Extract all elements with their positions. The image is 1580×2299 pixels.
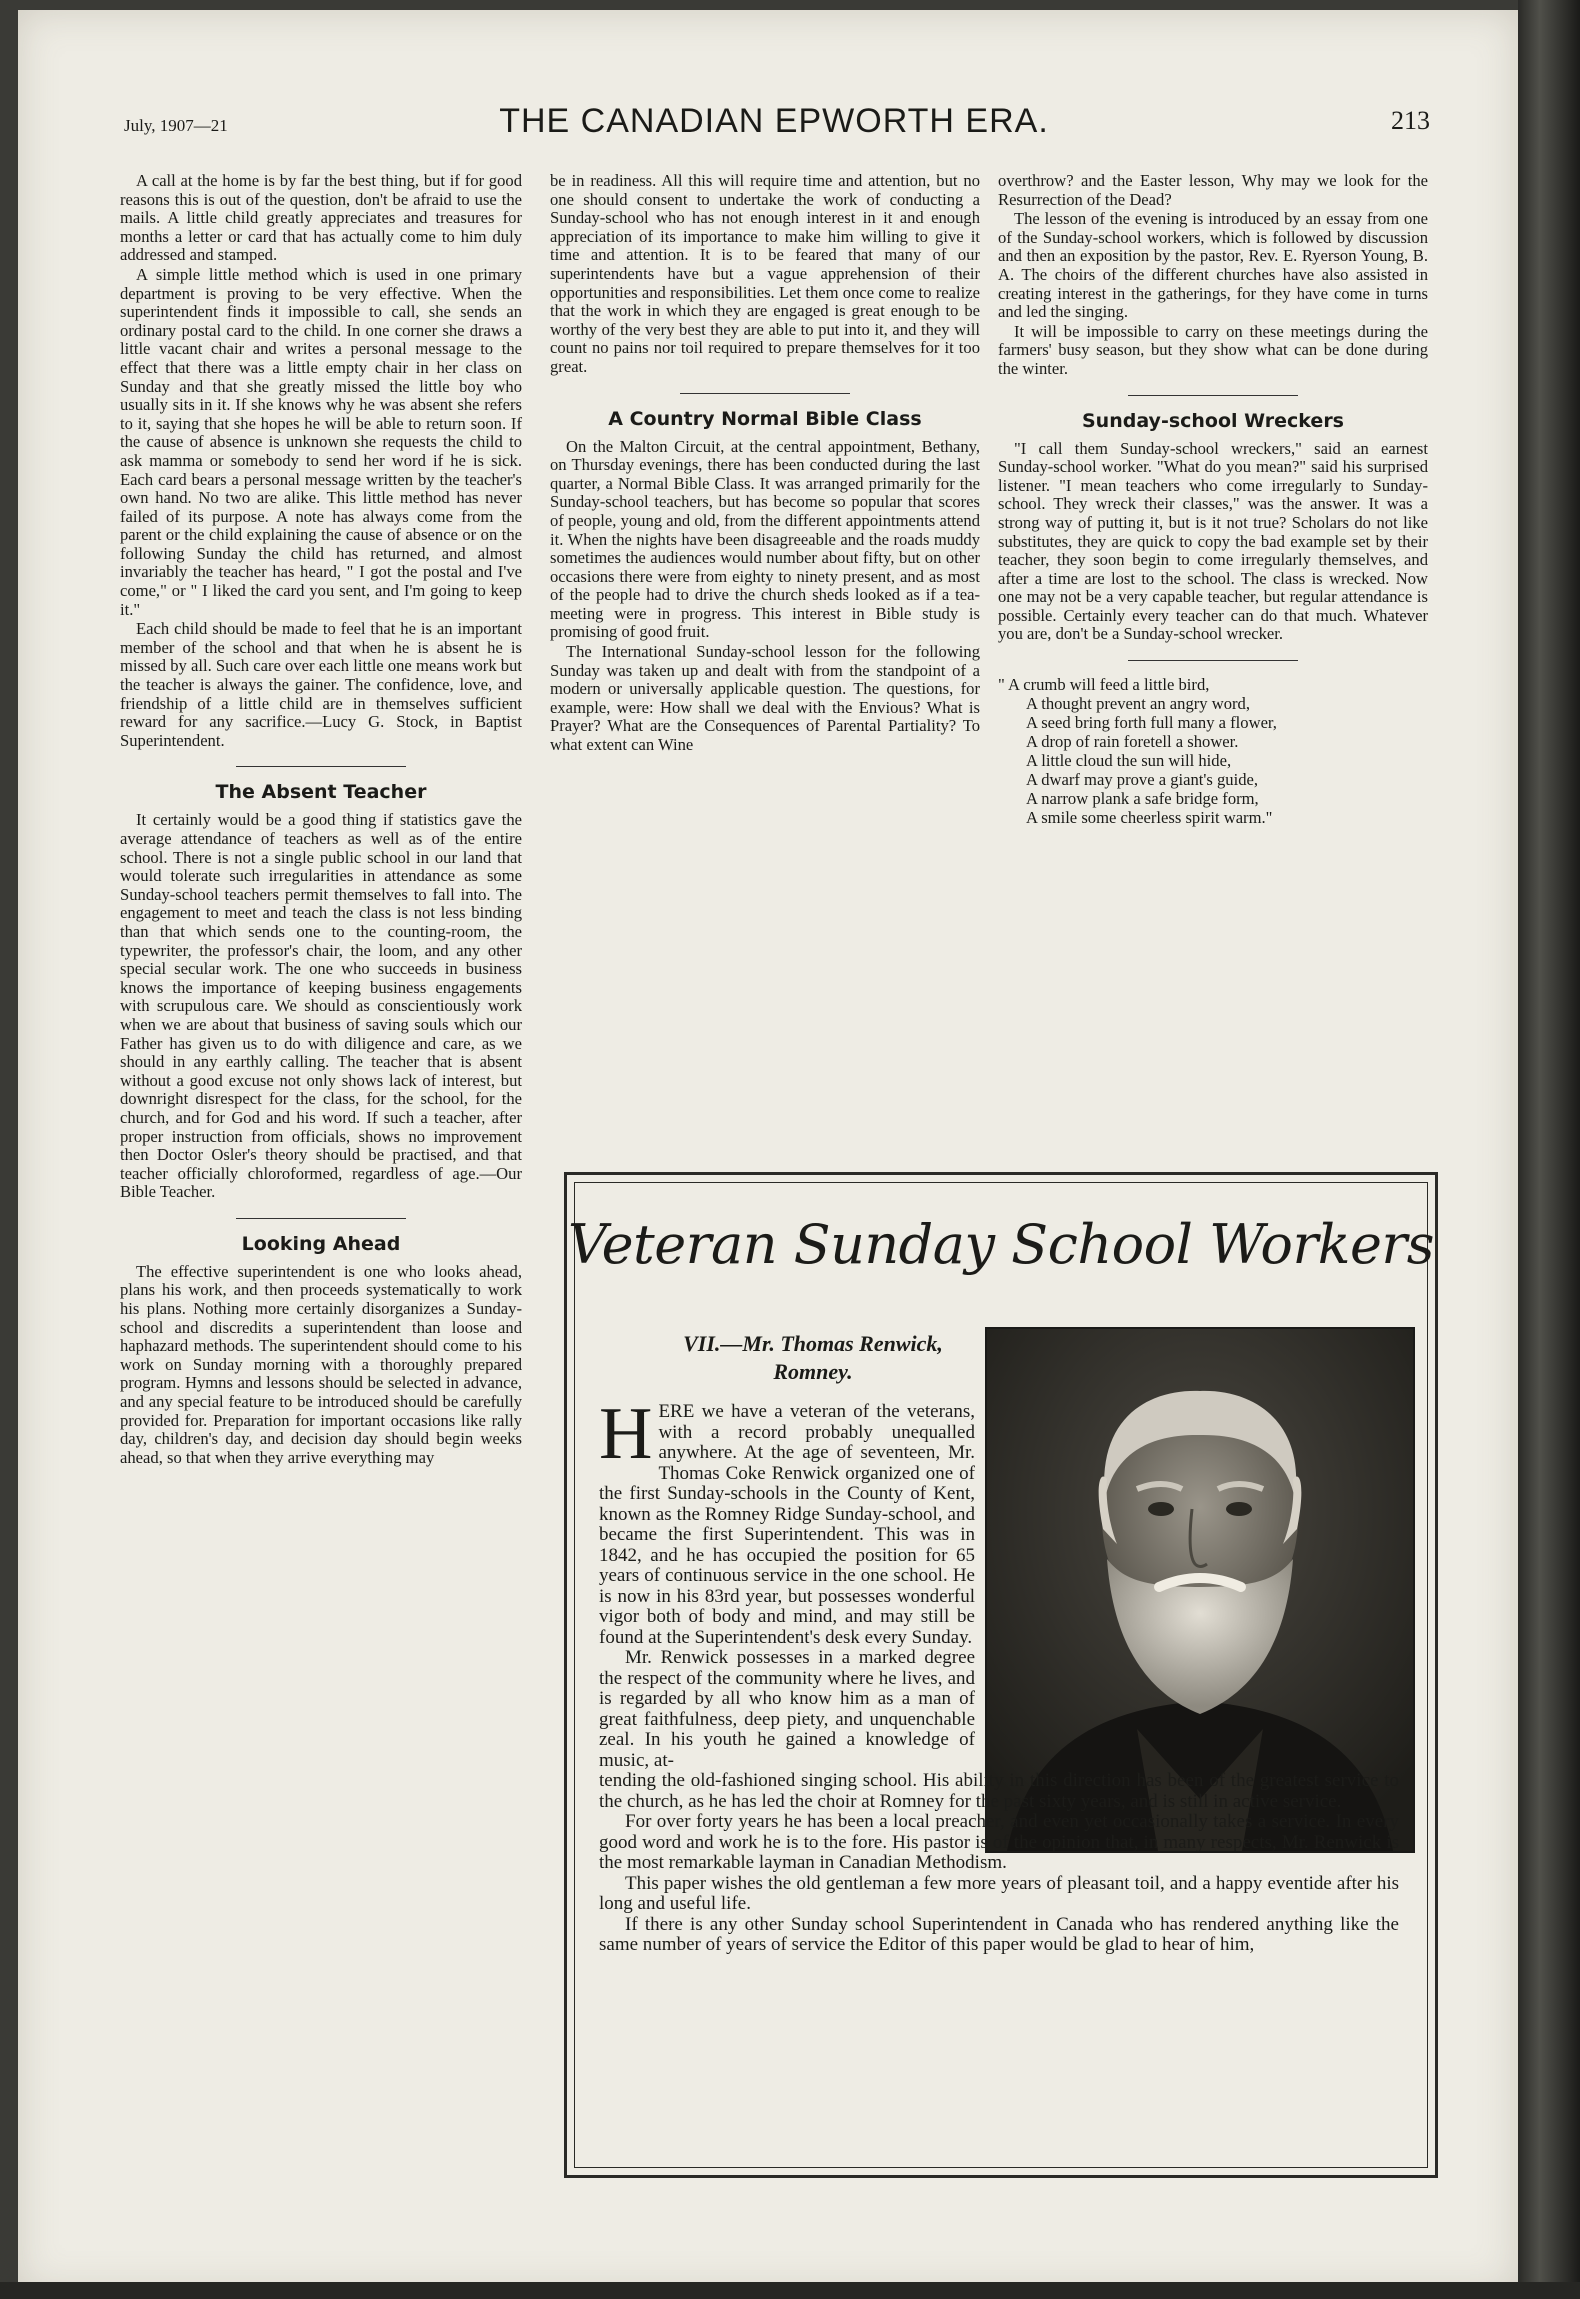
section-heading-normal-bible-class: A Country Normal Bible Class — [608, 407, 922, 430]
paragraph: For over forty years he has been a local preacher, and even yet occasionally takes a service. In every good word and work he is to the fore. His pastor is of the opinion that, in many respects, Mr. Renwick is the most remarkable layman in Canadian Methodism. — [599, 1811, 1399, 1873]
poem — [998, 675, 1428, 827]
poem-line: " A crumb will feed a little bird, — [998, 675, 1210, 695]
column-3 — [998, 172, 1428, 827]
paragraph: A simple little method which is used in one primary department is proving to be very effective. When the superintendent finds it impossible to call, she sends an ordinary postal card to the child. In one corner she draws a little vacant chair and writes a personal message to the effect that there was a little empty chair in her class on Sunday and that she greatly missed the little boy who usually sits in it. If she knows why he was absent she refers to it, saying that she hopes he will be able to return soon. If the cause of absence is unknown she requests the child to ask mamma or somebody to send her word if he is sick. Each card bears a personal message written by the teacher's own hand. No two are alike. This little method has never failed of its purpose. A note has always come from the parent or the child explaining the cause of absence or on the following Sunday the child has returned, and almost invariably the teacher has heard, " I got the postal and I've come," or " I liked the card you sent, and I'm going to keep it." — [120, 264, 522, 619]
poem-line: A thought prevent an angry word, — [1026, 694, 1250, 714]
masthead-title: THE CANADIAN EPWORTH ERA. — [499, 102, 1049, 140]
feature-subtitle — [623, 1330, 1003, 1386]
feature-title: Veteran Sunday School Workers — [568, 1213, 1434, 1276]
book-spine-edge — [1518, 0, 1580, 2299]
poem-line: A little cloud the sun will hide, — [1026, 751, 1232, 771]
paragraph — [599, 1393, 975, 1648]
section-divider — [236, 766, 406, 767]
section-divider — [1128, 660, 1298, 661]
section-heading-looking-ahead: Looking Ahead — [241, 1232, 401, 1255]
paragraph: The effective superintendent is one who looks ahead, plans his work, and then proceeds systematically to work his plans. Nothing more certainly disorganizes a Sunday-school and discredits a superintendent than loose and haphazard methods. The superintendent should come to his work on Sunday morning with a thoroughly prepared program. Hymns and lessons should be selected in advance, and any special feature to be introduced should be carefully provided for. Preparation for important occasions like rally day, children's day, and decision day should begin weeks ahead, so that when they arrive everything may — [120, 1261, 522, 1467]
poem-line: A narrow plank a safe bridge form, — [1026, 789, 1259, 809]
paragraph: The lesson of the evening is introduced by an essay from one of the Sunday-school workers, which is followed by discussion and then an exposition by the pastor, Rev. E. Ryerson Young, B. A. The choirs of the different churches have also assisted in creating interest in the gatherings, for they have come in turns and led the singing. — [998, 209, 1428, 322]
poem-line: A seed bring forth full many a flower, — [1026, 713, 1277, 733]
magazine-page — [18, 10, 1518, 2292]
paragraph: If there is any other Sunday school Superintendent in Canada who has rendered anything like the same number of years of service the Editor of this paper would be glad to hear of him, — [599, 1913, 1399, 1955]
feature-subtitle-line: Romney. — [773, 1359, 853, 1384]
section-heading-wreckers: Sunday-school Wreckers — [1081, 409, 1344, 432]
column-1 — [120, 172, 522, 1467]
issue-date: July, 1907—21 — [124, 116, 228, 135]
paragraph: tending the old-fashioned singing school. His ability in this direction has been of the greatest service to the church, as he has led the choir at Romney for the past sixty years, and is still in active service. — [599, 1770, 1399, 1812]
scan-bottom-edge — [0, 2282, 1580, 2299]
paragraph: "I call them Sunday-school wreckers," said an earnest Sunday-school worker. "What do you mean?" said his surprised listener. "I mean teachers who come irregularly to Sunday-school. They wreck their classes," was the answer. It was a strong way of putting it, but is it not true? Scholars do not like substitutes, they are quick to copy the bad example set by their teacher, they soon begin to come irregularly themselves, and after a time are lost to the school. The class is wrecked. Now one may not be a very capable teacher, but regular attendance is possible. Certainly every teacher can do that much. Whatever you are, don't be a Sunday-school wrecker. — [998, 438, 1428, 644]
section-divider — [1128, 395, 1298, 396]
section-divider — [680, 393, 850, 394]
veteran-feature-box — [564, 1172, 1438, 2178]
poem-line: A drop of rain foretell a shower. — [1026, 732, 1239, 752]
paragraph: It will be impossible to carry on these meetings during the farmers' busy season, but they show what can be done during the winter. — [998, 321, 1428, 378]
paragraph: This paper wishes the old gentleman a few more years of pleasant toil, and a happy eventide after his long and useful life. — [599, 1872, 1399, 1914]
paragraph: overthrow? and the Easter lesson, Why may we look for the Resurrection of the Dead? — [998, 171, 1428, 209]
paragraph: It certainly would be a good thing if statistics gave the average attendance of teachers as well as of the entire school. There is not a single public school in our land that would tolerate such irregularities in attendance as some Sunday-school teachers permit themselves to fall into. The engagement to meet and teach the class is not less binding than that which sends one to the counting-room, the typewriter, the professor's chair, the loom, and any other special secular work. The one who succeeds in business knows the importance of keeping business engagements with scrupulous care. We should as conscientiously work when we are about that business of saving souls which our Father has given us to do with diligence and care, as we should in any earthly calling. The teacher that is absent without a good excuse not only shows lack of interest, but downright disrespect for the class, for the school, for the church, and for God and his word. If such a teacher, after proper instruction from officials, shows no improvement then Doctor Osler's theory should be practised, and that teacher officially chloroformed, regardless of age.—Our Bible Teacher. — [120, 810, 522, 1202]
paragraph: Mr. Renwick possesses in a marked degree the respect of the community where he lives, and is regarded by all who know him as a man of great faithfulness, deep piety, and unquenchable zeal. In his youth he gained a knowledge of music, at- — [599, 1647, 975, 1771]
paragraph-text: ERE we have a veteran of the veterans, with a record probably unequalled anywhere. At the age of seventeen, Mr. Thomas Coke Renwick organized one of the first Sunday-schools in the County of Kent, known as the Romney Ridge Sunday-school, and became the first Superintendent. This was in 1842, and he has occupied the position for 65 years of continuous service in the one school. He is now in his 83rd year, but possesses wonderful vigor both of body and mind, and may still be found at the Superintendent's desk every Sunday. — [599, 1401, 975, 1648]
drop-cap: H — [599, 1393, 653, 1475]
feature-body — [599, 1393, 1399, 1956]
feature-subtitle-line: VII.—Mr. Thomas Renwick, — [683, 1331, 943, 1356]
page-header — [118, 102, 1430, 142]
paragraph: be in readiness. All this will require time and attention, but no one should consent to undertake the work of conducting a Sunday-school who has not enough interest in it and enough appreciation of its importance to make him willing to give it time and attention. It is to be feared that many of our superintendents have but a vague apprehension of their opportunities and responsibilities. Let them once come to realize that the work in which they are engaged is great enough to be worthy of the very best they are able to put into it, and they will count no pains nor toil required to prepare themselves for it too great. — [550, 171, 980, 376]
column-2 — [550, 172, 980, 755]
paragraph: A call at the home is by far the best thing, but if for good reasons this is out of the question, don't be afraid to use the mails. A little child greatly appreciates and treasures for months a letter or card that has actually come to him duly addressed and stamped. — [120, 171, 522, 265]
poem-line: A smile some cheerless spirit warm." — [1026, 808, 1273, 828]
paragraph: The International Sunday-school lesson for the following Sunday was taken up and dealt with from the standpoint of a modern or universally applicable question. The questions, for example, were: How shall we deal with the Envious? What is Prayer? What are the Consequences of Parental Partiality? To what extent can Wine — [550, 642, 980, 755]
poem-line: A dwarf may prove a giant's guide, — [1026, 770, 1259, 790]
paragraph: On the Malton Circuit, at the central appointment, Bethany, on Thursday evenings, there has been conducted during the last quarter, a Normal Bible Class. It was arranged primarily for the Sunday-school teachers, but has become so popular that scores of people, young and old, from the different appointments attend it. When the nights have been disagreeable and the roads muddy sometimes the audiences would number about fifty, but on other occasions there were from eighty to ninety present, and as most of the people had to drive the church sheds looked as if a tea-meeting were in progress. This interest in Bible study is promising of good fruit. — [550, 436, 980, 642]
section-heading-absent-teacher: The Absent Teacher — [215, 781, 427, 804]
paragraph: Each child should be made to feel that he is an important member of the school and that when he is absent he is missed by all. Such care over each little one means work but the teacher is always the gainer. The confidence, love, and friendship of a little child are in themselves sufficient reward for any sacrifice.—Lucy G. Stock, in Baptist Superintendent. — [120, 619, 522, 750]
page-number: 213 — [1391, 106, 1430, 135]
section-divider — [236, 1218, 406, 1219]
